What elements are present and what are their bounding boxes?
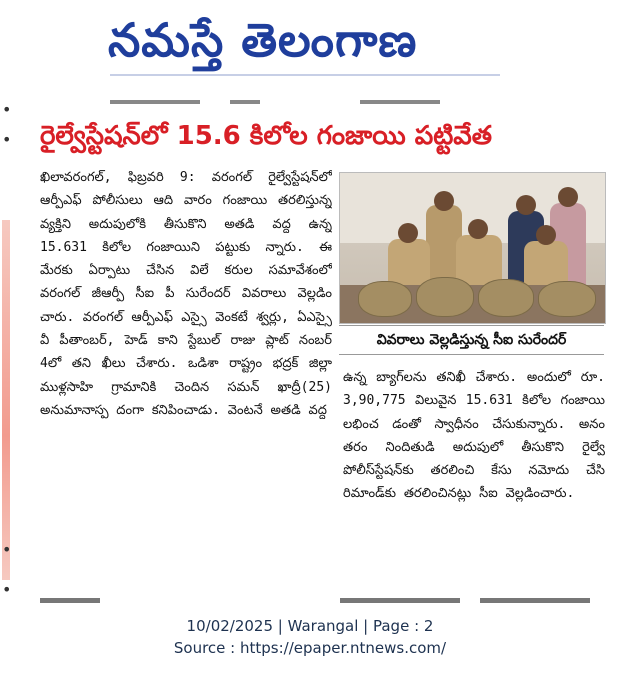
adjacent-column-fragment bbox=[0, 90, 18, 610]
photo-person-head bbox=[434, 191, 454, 211]
photo-officer-head bbox=[468, 219, 488, 239]
footer-source: Source : https://epaper.ntnews.com/ bbox=[173, 639, 447, 657]
clipped-next-line bbox=[40, 596, 605, 606]
photo-seized-bag bbox=[358, 281, 412, 317]
photo-officer-head bbox=[398, 223, 418, 243]
article-body-left: ఖిలావరంగల్, ఫిబ్రవరి 9: వరంగల్ రైల్వేస్టేషన్‌లో ఆర్పీఎఫ్ పోలీసులు ఆది వారం గంజాయి తరలిస్తున్న వ్యక్తిని అదుపులోకి తీసుకొని అతడి వద్ద ఉన్న 15.631 కిలోల గంజాయిని పట్టుకు న్నారు. ఈ మేరకు ఏర్పాటు చేసిన విలే కరుల సమావేశంలో వరంగల్ జీఆర్పీ సీఐ పీ సురేందర్ వివరాలు వెల్లడిం చారు. వరంగల్ ఆర్పీఎఫ్ ఎస్సై వెంకటే శ్వర్లు, ఏఎస్సై వీ పీతాంబర్, హెడ్ కాని స్టేబుల్ రాజు ప్లాట్ నంబర్ 4లో తని ఖీలు చేశారు. ఒడిశా రాష్ట్రం భద్రక్ జిల్లా ముళ్లసాహి గ్రామానికి చెందిన సమన్ ఖాద్రీ(25) అనుమానాస్ప దంగా కనిపించాడు. వెంటనే అతడి వద్ద bbox=[40, 170, 332, 418]
footer-date-edition-page: 10/02/2025 | Warangal | Page : 2 bbox=[186, 617, 434, 635]
photo-officer-head bbox=[536, 225, 556, 245]
article-body-right: ఉన్న బ్యాగ్‌లను తనిఖీ చేశారు. అందులో రూ. 3,90,775 విలువైన 15.631 కిలోల గంజాయి లభించ డంతో స్వాధీనం చేసుకున్నారు. అనం తరం నిందితుడి అదుపులో తీసుకొని రైల్వే పోలీస్‌స్టేషన్‌కు తరలించి కేసు నమోదు చేసి రిమాండ్‌కు తరలించినట్లు సీఐ వెల్లడించారు. bbox=[343, 370, 605, 502]
clipped-text-marks bbox=[40, 596, 605, 606]
fragment-mark: • bbox=[2, 100, 12, 119]
fragment-mark: • bbox=[2, 540, 12, 559]
masthead-divider bbox=[110, 74, 500, 76]
article-photo bbox=[339, 172, 606, 324]
clipped-previous-line bbox=[40, 92, 605, 106]
fragment-mark: • bbox=[2, 580, 12, 599]
fragment-mark: • bbox=[2, 130, 12, 149]
newspaper-masthead: నమస్తే తెలంగాణ bbox=[108, 13, 418, 67]
photo-seized-bag bbox=[416, 277, 474, 317]
article-headline: రైల్వేస్టేషన్‌లో 15.6 కిలోల గంజాయి పట్టివేత bbox=[40, 121, 493, 151]
photo-caption: వివరాలు వెల్లడిస్తున్న సీఐ సురేందర్ bbox=[339, 325, 604, 355]
photo-seized-bag bbox=[478, 279, 534, 317]
adjacent-image-edge bbox=[2, 220, 10, 580]
clipped-text-marks bbox=[40, 92, 605, 106]
photo-person-head bbox=[558, 187, 578, 207]
photo-person-head bbox=[516, 195, 536, 215]
photo-seized-bag bbox=[538, 281, 596, 317]
